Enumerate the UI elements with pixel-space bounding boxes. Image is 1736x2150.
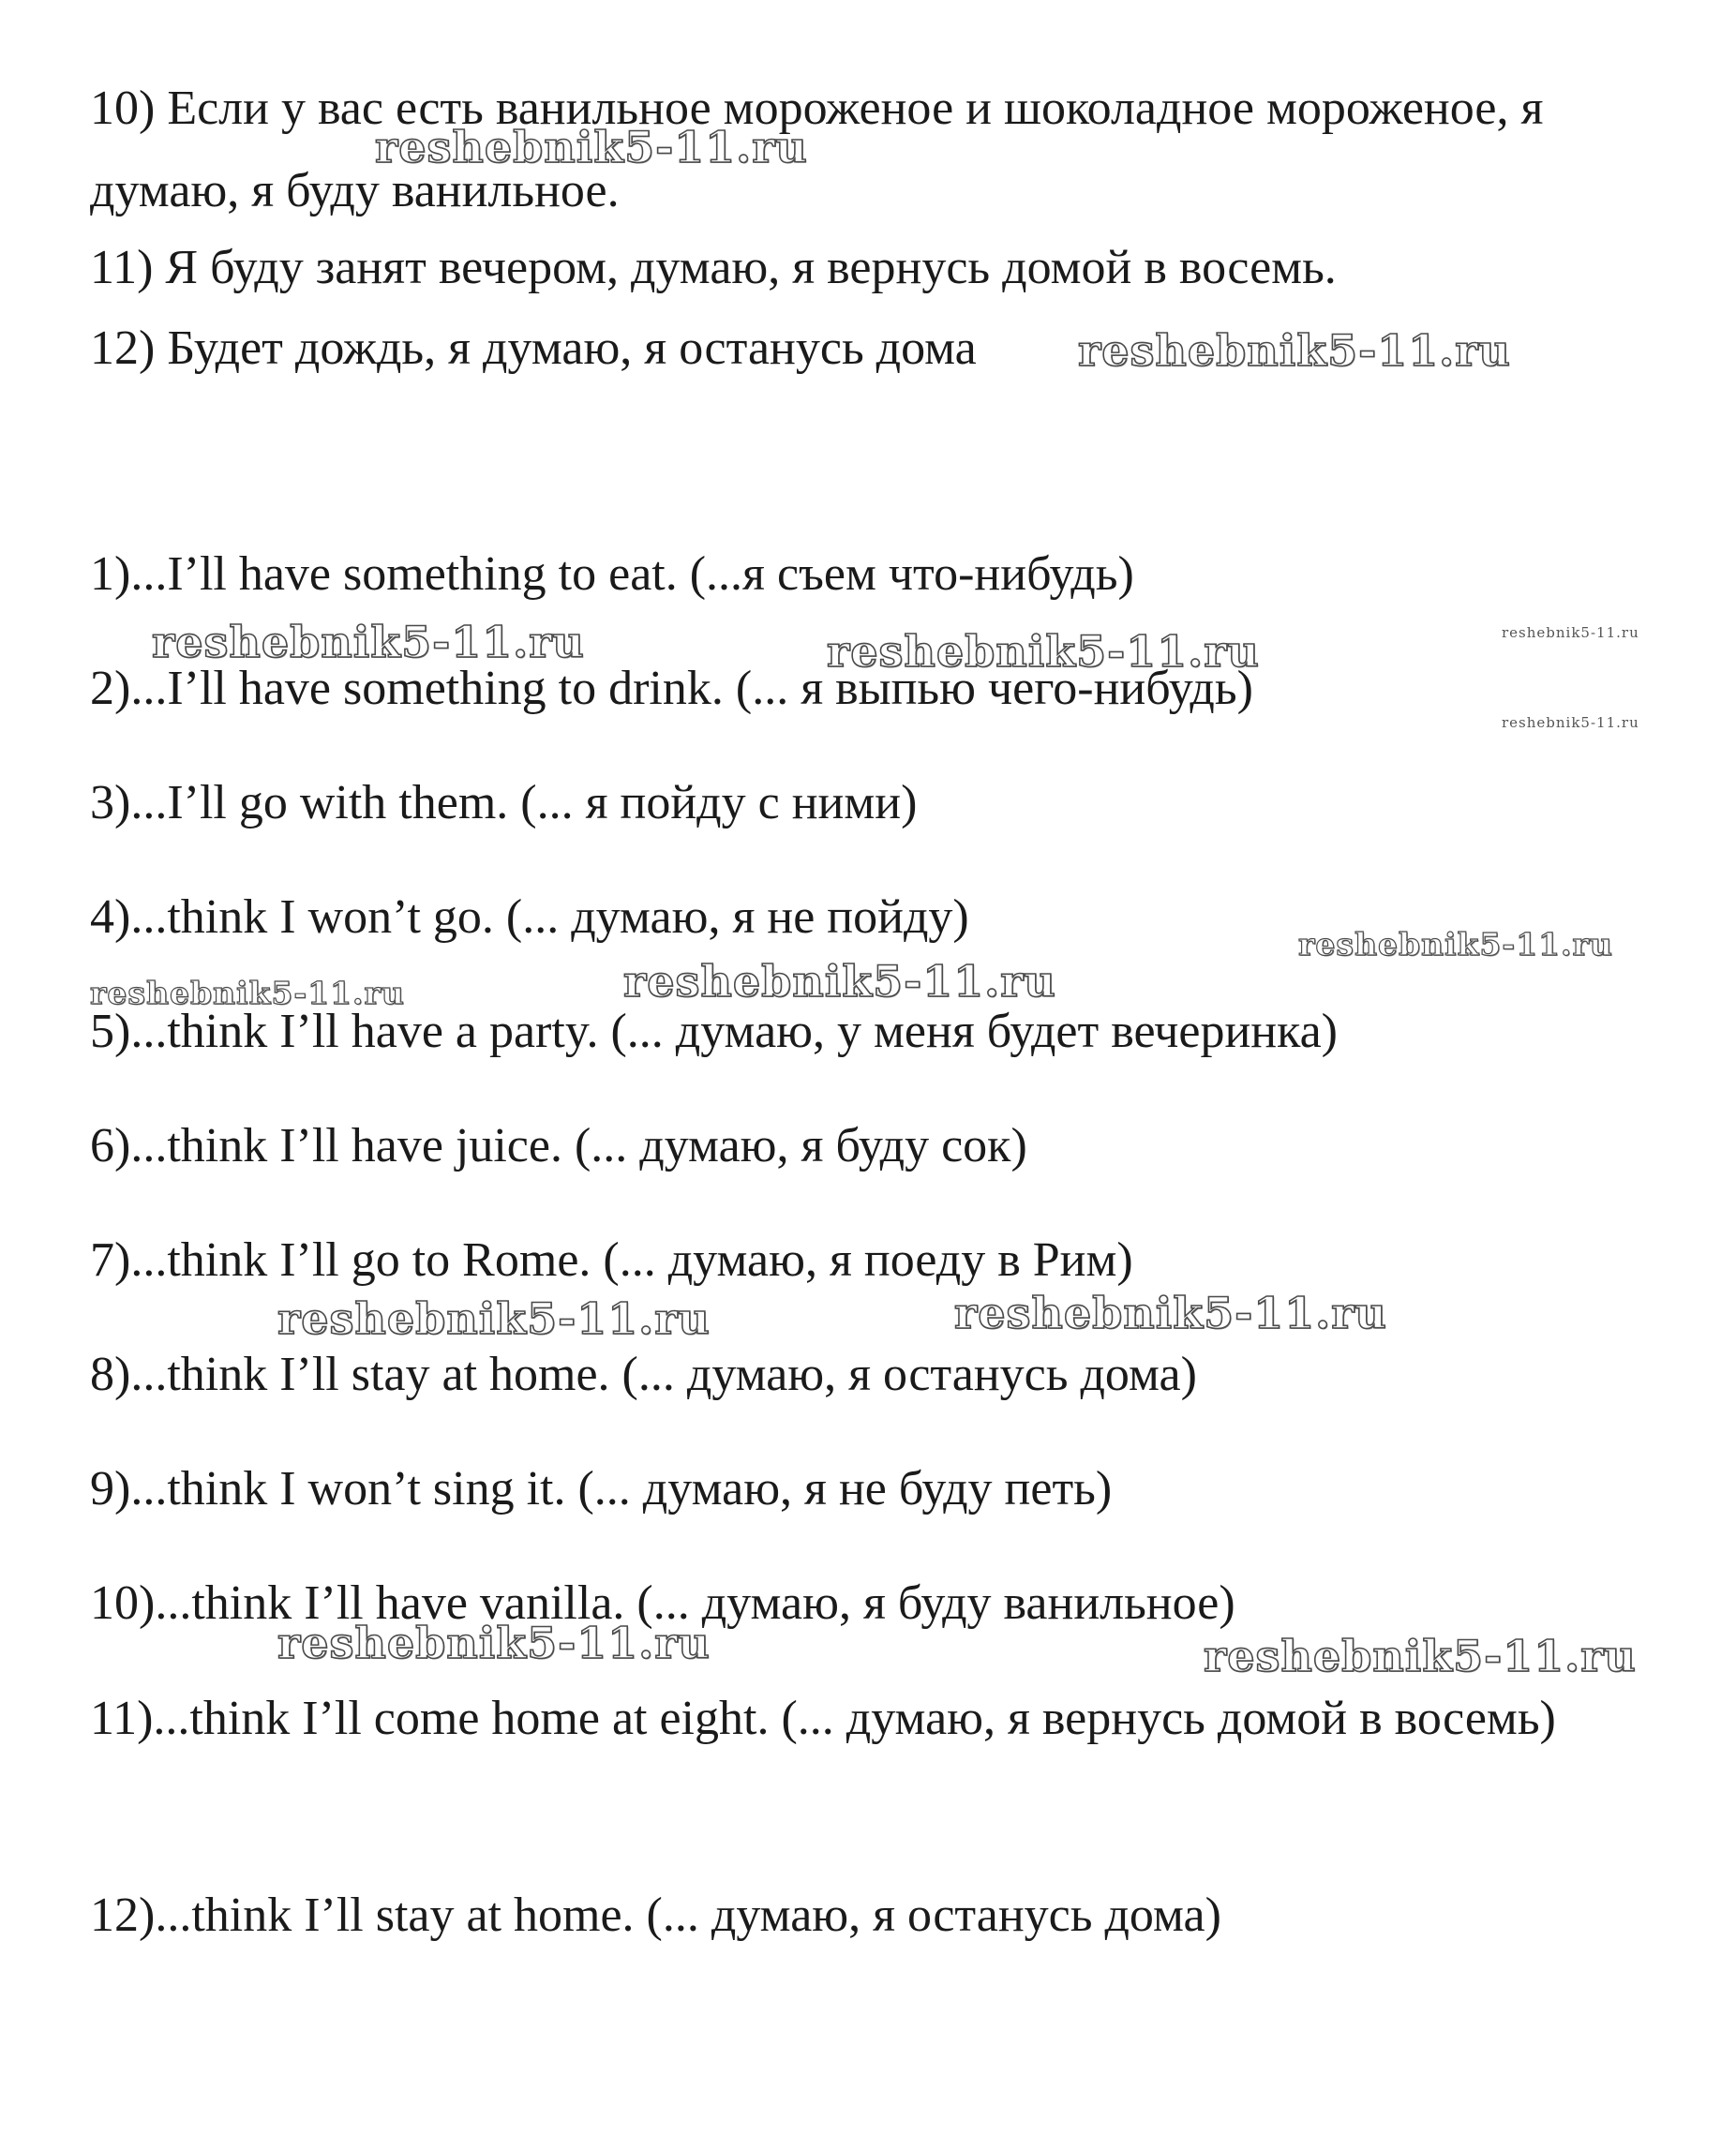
answer-7: 7)...think I’ll go to Rome. (... думаю, я поеду в Рим) bbox=[90, 1233, 1133, 1287]
answer-2: 2)...I’ll have something to drink. (... я выпью чего-нибудь) bbox=[90, 662, 1253, 715]
answer-9: 9)...think I won’t sing it. (... думаю, я не буду петь) bbox=[90, 1462, 1113, 1515]
russian-line-12: 12) Будет дождь, я думаю, я останусь дома bbox=[90, 321, 977, 375]
answer-10: 10)...think I’ll have vanilla. (... думаю, я буду ванильное) bbox=[90, 1576, 1235, 1630]
watermark: reshebnik5-11.ru bbox=[1204, 1631, 1637, 1681]
watermark: reshebnik5-11.ru bbox=[375, 122, 808, 172]
answer-1: 1)...I’ll have something to eat. (...я съем что-нибудь) bbox=[90, 547, 1134, 601]
answer-8: 8)...think I’ll stay at home. (... думаю, я останусь дома) bbox=[90, 1348, 1197, 1401]
watermark: reshebnik5-11.ru bbox=[90, 975, 405, 1011]
watermark: reshebnik5-11.ru bbox=[623, 956, 1056, 1007]
watermark: reshebnik5-11.ru bbox=[954, 1288, 1387, 1338]
russian-line-10: 10) Если у вас есть ванильное мороженое и шоколадное мороженое, я думаю, я буду ванильное. bbox=[90, 82, 1544, 217]
answer-11: 11)...think I’ll come home at eight. (... думаю, я вернусь домой в восемь) bbox=[90, 1692, 1556, 1745]
watermark: reshebnik5-11.ru bbox=[277, 1618, 711, 1668]
watermark: reshebnik5-11.ru bbox=[1502, 714, 1639, 731]
watermark: reshebnik5-11.ru bbox=[152, 617, 585, 667]
answer-12: 12)...think I’ll stay at home. (... думаю, я останусь дома) bbox=[90, 1889, 1221, 1942]
answer-6: 6)...think I’ll have juice. (... думаю, я буду сок) bbox=[90, 1119, 1027, 1172]
answer-5: 5)...think I’ll have a party. (... думаю, у меня будет вечеринка) bbox=[90, 1005, 1339, 1058]
watermark: reshebnik5-11.ru bbox=[1502, 624, 1639, 641]
watermark: reshebnik5-11.ru bbox=[277, 1293, 711, 1344]
russian-line-11: 11) Я буду занят вечером, думаю, я вернусь домой в восемь. bbox=[90, 241, 1337, 294]
watermark: reshebnik5-11.ru bbox=[827, 626, 1260, 677]
watermark: reshebnik5-11.ru bbox=[1298, 926, 1613, 963]
answer-3: 3)...I’ll go with them. (... я пойду с ними) bbox=[90, 776, 918, 829]
watermark: reshebnik5-11.ru bbox=[1078, 325, 1511, 376]
answer-4: 4)...think I won’t go. (... думаю, я не пойду) bbox=[90, 890, 969, 944]
